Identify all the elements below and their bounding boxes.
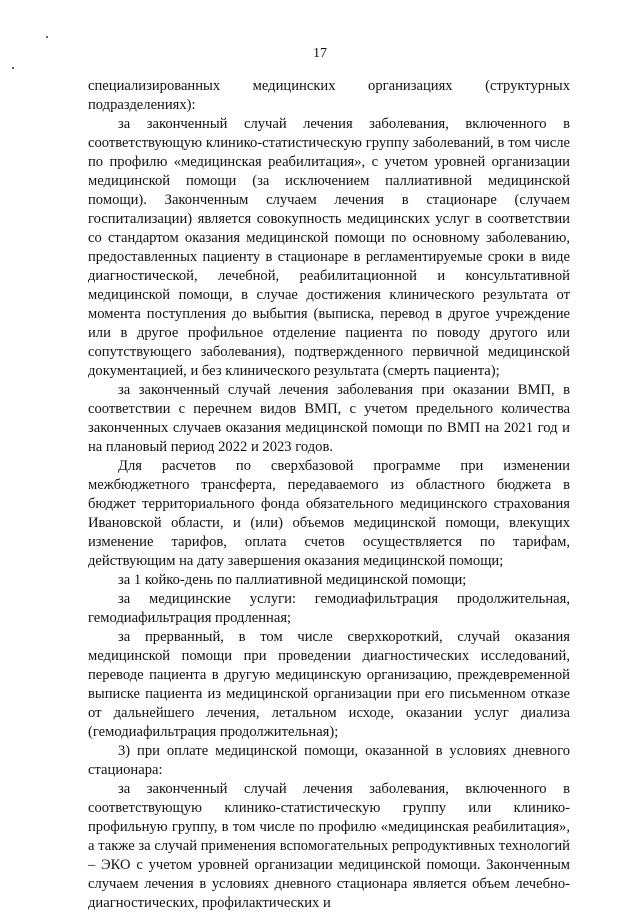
- paragraph: Для расчетов по сверхбазовой программе при изменении межбюджетного трансферта, передаваемого из областного бюджета в бюджет территориального фонда обязательного медицинского страхования Ивановской области, и (или) объемов медицинской помощи, влекущих изменение тарифов, оплата счетов осуществляется по тарифам, действующим на дату завершения оказания медицинской помощи;: [88, 458, 570, 569]
- paragraph: за законченный случай лечения заболевания, включенного в соответствующую клинико-статистическую группу или клинико-профильную группу, в том числе по профилю «медицинская реабилитация», а также за случай применения вспомогательных репродуктивных технологий – ЭКО с учетом уровней организации медицинской помощи. Законченным случаем лечения в условиях дневного стационара является объем лечебно-диагностических, профилактических и: [88, 781, 570, 911]
- page-number: 17: [313, 46, 327, 61]
- paragraph: 3) при оплате медицинской помощи, оказанной в условиях дневного стационара:: [88, 743, 570, 778]
- paragraph: за прерванный, в том числе сверхкороткий, случай оказания медицинской помощи при проведении диагностических исследований, переводе пациента в другую медицинскую организацию, преждевременной выписке пациента из медицинской организации при его письменном отказе от дальнейшего лечения, летальном исходе, оказании услуг диализа (гемодиафильтрация продолжительная);: [88, 629, 570, 740]
- paragraph: за 1 койко-день по паллиативной медицинской помощи;: [118, 572, 467, 588]
- paragraph: специализированных медицинских организациях (структурных подразделениях):: [88, 78, 570, 113]
- scan-speck: [46, 36, 48, 38]
- paragraph: за законченный случай лечения заболевания при оказании ВМП, в соответствии с перечнем видов ВМП, с учетом предельного количества законченных случаев оказания медицинской помощи по ВМП на 2021 год и на плановый период 2022 и 2023 годов.: [88, 382, 570, 455]
- paragraph: за медицинские услуги: гемодиафильтрация продолжительная, гемодиафильтрация продленная;: [88, 591, 570, 626]
- paragraph: за законченный случай лечения заболевания, включенного в соответствующую клинико-статистическую группу заболеваний, в том числе по профилю «медицинская реабилитация», с учетом уровней организации медицинской помощи (за исключением паллиативной медицинской помощи). Законченным случаем лечения в стационаре (случаем госпитализации) является совокупность медицинских услуг в соответствии со стандартом оказания медицинской помощи по основному заболеванию, предоставленных пациенту в стационаре в регламентируемые сроки в виде диагностической, лечебной, реабилитационной и консультативной медицинской помощи, в случае достижения клинического результата от момента поступления до выбытия (выписка, перевод в другое учреждение или в другое профильное отделение пациента по поводу другого или сопутствующего заболевания), подтвержденного первичной медицинской документацией, и без клинического результата (смерть пациента);: [88, 116, 570, 379]
- scan-speck: [12, 67, 14, 69]
- document-body: [88, 77, 570, 913]
